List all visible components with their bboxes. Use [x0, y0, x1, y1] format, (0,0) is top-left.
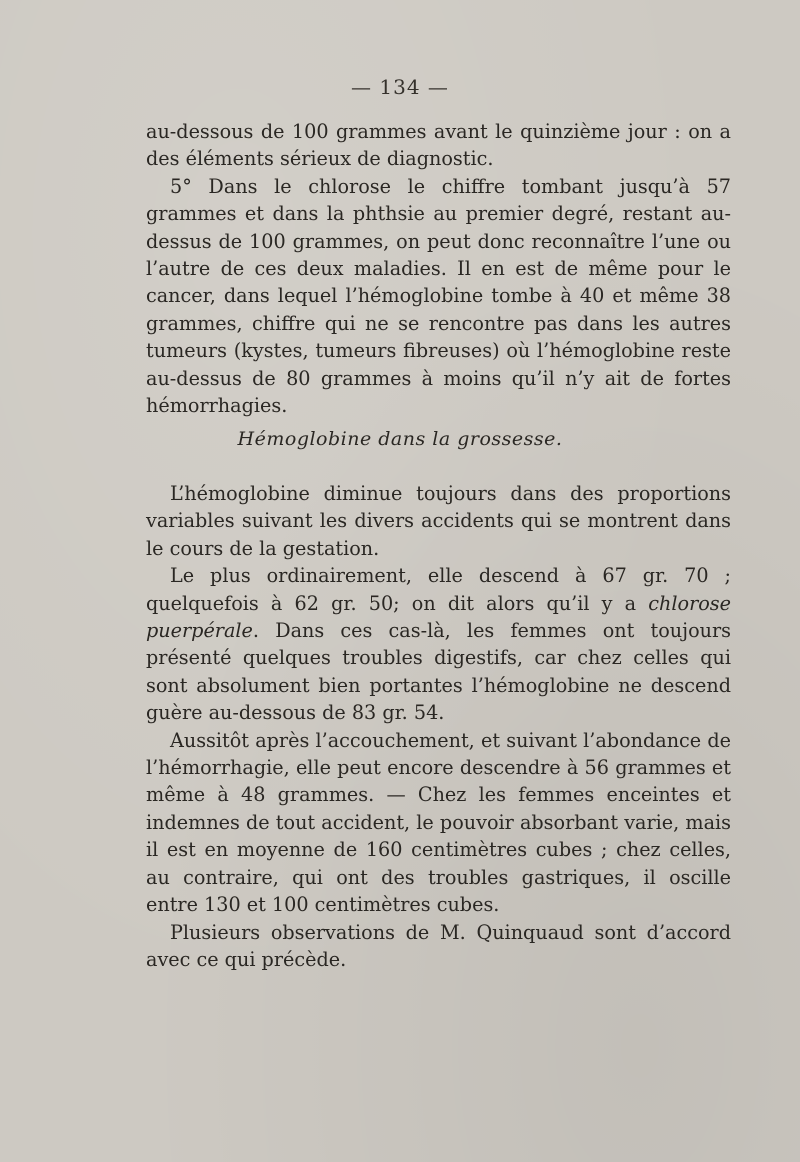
paragraph-text: Le plus ordinairement, elle descend à 67 gr. 70 ; quelquefois à 62 gr. 50; on dit alors qu’il y a [146, 564, 731, 615]
page-number: — 134 — [351, 75, 449, 99]
text-block-bottom [146, 480, 731, 973]
paragraph-chlorose-puerperale [146, 562, 731, 726]
paragraph-after-delivery: Aussitôt après l’accouchement, et suivant l’abondance de l’hémorrhagie, elle peut encore descendre à 56 grammes et même à 48 grammes. — Chez les femmes enceintes et indemnes de tout accident, le pouvoir absorbant varie, mais il est en moyenne de 160 centimètres cubes ; chez celles, au contraire, qui ont des troubles gastriques, il oscille entre 130 et 100 centimètres cubes. [146, 728, 731, 917]
italic-term: chlorose puerpérale [146, 591, 731, 643]
paragraph-observations: Plusieurs observations de M. Quinquaud sont d’accord avec ce qui précède. [146, 920, 731, 971]
section-title: Hémoglobine dans la grossesse. [237, 428, 563, 450]
paragraph-point-5: 5° Dans le chlorose le chiffre tombant jusqu’à 57 grammes et dans la phthsie au premier degré, restant au-dessus de 100 grammes, on peut donc reconnaître l’une ou l’autre de ces deux maladies. Il en est de même pour le cancer, dans lequel l’hémoglobine tombe à 40 et même 38 grammes, chiffre qui ne se rencontre pas dans les autres tumeurs (kystes, tumeurs fibreuses) où l’hémoglobine reste au-dessus de 80 grammes à moins qu’il n’y ait de fortes hémorrhagies. [146, 174, 731, 418]
text-block-top [146, 118, 731, 419]
paragraph-continuation: au-dessous de 100 grammes avant le quinzième jour : on a des éléments sérieux de diagnostic. [146, 120, 731, 171]
paragraph-text: . Dans ces cas-là, les femmes ont toujours présenté quelques troubles digestifs, car chez celles qui sont absolument bien portantes l’hémoglobine ne descend guère au-dessous de 83 gr. 54. [146, 619, 731, 725]
paragraph-hemoglobin-decrease: L’hémoglobine diminue toujours dans des proportions variables suivant les divers accidents qui se montrent dans le cours de la gestation. [146, 482, 731, 560]
